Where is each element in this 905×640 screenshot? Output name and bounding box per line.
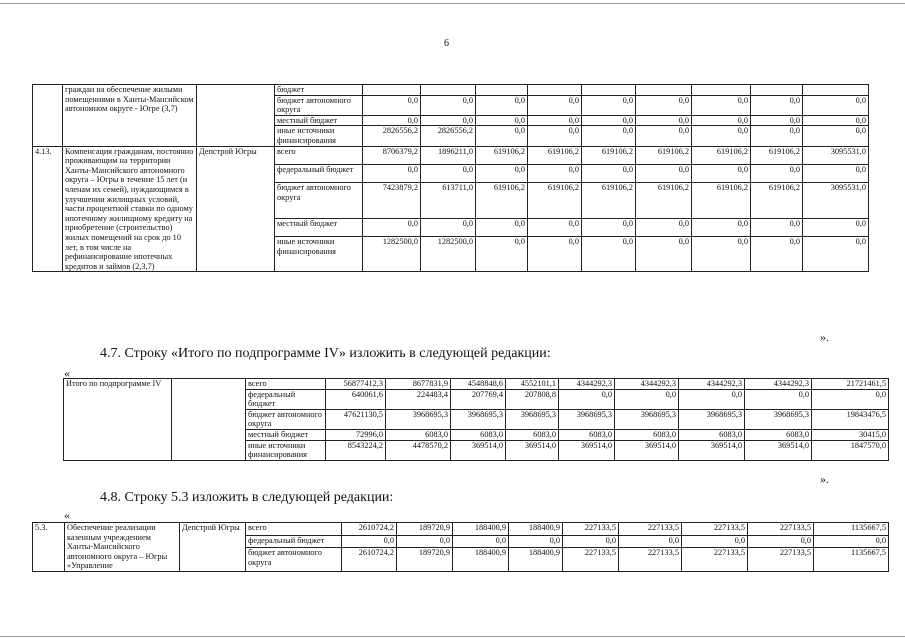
amount-cell: 619106,2 [528, 146, 582, 164]
amount-cell: 0,0 [636, 218, 692, 236]
row-executor: Депстрой Югры [180, 523, 246, 572]
funding-source: бюджет автономного округа [275, 183, 363, 218]
funding-source: всего [246, 523, 342, 536]
amount-cell: 189720,9 [397, 548, 453, 572]
amount-cell: 47621130,5 [326, 409, 386, 429]
amount-cell: 0,0 [582, 237, 636, 272]
amount-cell: 619106,2 [582, 183, 636, 218]
amount-cell: 619106,2 [636, 146, 692, 164]
amount-cell [636, 85, 692, 96]
amount-cell: 188400,9 [453, 548, 509, 572]
amount-cell: 1896211,0 [421, 146, 476, 164]
amount-cell: 0,0 [476, 218, 528, 236]
amount-cell: 0,0 [692, 165, 751, 183]
amount-cell: 3095531,0 [803, 146, 869, 164]
funding-source: местный бюджет [246, 429, 326, 440]
amount-cell [692, 85, 751, 96]
funding-source: иные источники финансирования [275, 237, 363, 272]
amount-cell: 0,0 [582, 115, 636, 126]
amount-cell: 619106,2 [692, 146, 751, 164]
funding-source: бюджет [275, 85, 363, 96]
amount-cell: 227133,5 [682, 523, 748, 536]
closing-quote-2: ». [820, 472, 829, 486]
row-number [33, 85, 63, 147]
table-row [33, 146, 869, 164]
amount-cell: 0,0 [342, 535, 397, 548]
amount-cell: 2610724,2 [342, 548, 397, 572]
amount-cell: 227133,5 [619, 523, 682, 536]
amount-cell: 6083,0 [506, 429, 559, 440]
opening-quote-3: « [64, 508, 70, 522]
amount-cell [363, 85, 421, 96]
funding-source: местный бюджет [275, 218, 363, 236]
amount-cell: 619106,2 [692, 183, 751, 218]
amount-cell: 613711,0 [421, 183, 476, 218]
amount-cell: 0,0 [803, 237, 869, 272]
amount-cell: 0,0 [528, 218, 582, 236]
amount-cell: 0,0 [476, 165, 528, 183]
amount-cell: 4552101,1 [506, 379, 559, 390]
amount-cell: 0,0 [636, 115, 692, 126]
amount-cell: 0,0 [528, 95, 582, 115]
amount-cell: 2826556,2 [421, 126, 476, 146]
amount-cell: 619106,2 [636, 183, 692, 218]
amount-cell: 0,0 [582, 126, 636, 146]
funding-source: иные источники финансирования [275, 126, 363, 146]
amount-cell: 1282500,0 [363, 237, 421, 272]
amount-cell: 0,0 [363, 95, 421, 115]
amount-cell: 619106,2 [476, 146, 528, 164]
amount-cell: 3968695,3 [559, 409, 615, 429]
amount-cell: 227133,5 [748, 523, 814, 536]
amount-cell: 619106,2 [476, 183, 528, 218]
table-row [33, 523, 889, 536]
amount-cell: 1135667,5 [814, 548, 889, 572]
amount-cell: 3968695,3 [679, 409, 745, 429]
amount-cell: 21721461,5 [812, 379, 889, 390]
amount-cell: 30415,0 [812, 429, 889, 440]
amount-cell: 0,0 [615, 389, 679, 409]
amount-cell: 0,0 [692, 237, 751, 272]
scan-edge-bottom [0, 636, 905, 637]
amount-cell: 0,0 [692, 115, 751, 126]
amount-cell: 0,0 [619, 535, 682, 548]
row-number: 5.3. [33, 523, 65, 572]
amount-cell: 369514,0 [679, 440, 745, 460]
amount-cell: 0,0 [363, 115, 421, 126]
amount-cell: 369514,0 [451, 440, 506, 460]
amount-cell: 7423879,2 [363, 183, 421, 218]
funding-source: местный бюджет [275, 115, 363, 126]
amount-cell: 0,0 [397, 535, 453, 548]
amount-cell: 0,0 [509, 535, 563, 548]
amount-cell: 0,0 [582, 218, 636, 236]
amount-cell: 0,0 [803, 95, 869, 115]
amount-cell [528, 85, 582, 96]
amount-cell: 0,0 [528, 237, 582, 272]
amount-cell: 369514,0 [615, 440, 679, 460]
amount-cell: 6083,0 [615, 429, 679, 440]
amount-cell: 0,0 [363, 165, 421, 183]
amount-cell: 0,0 [636, 165, 692, 183]
amount-cell: 6083,0 [679, 429, 745, 440]
row-executor: Депстрой Югры [197, 146, 275, 272]
amount-cell: 3968695,3 [451, 409, 506, 429]
funding-source: федеральный бюджет [275, 165, 363, 183]
amount-cell: 2610724,2 [342, 523, 397, 536]
amount-cell: 188400,9 [453, 523, 509, 536]
amount-cell: 619106,2 [528, 183, 582, 218]
amount-cell: 0,0 [682, 535, 748, 548]
amount-cell: 0,0 [636, 237, 692, 272]
amount-cell: 4548848,6 [451, 379, 506, 390]
amount-cell: 0,0 [476, 115, 528, 126]
amount-cell [803, 85, 869, 96]
amount-cell: 3968695,3 [386, 409, 451, 429]
amount-cell: 0,0 [563, 535, 619, 548]
amount-cell: 619106,2 [751, 146, 803, 164]
amount-cell: 0,0 [751, 126, 803, 146]
amount-cell: 3095531,0 [803, 183, 869, 218]
row-executor [172, 379, 246, 461]
amount-cell: 6083,0 [559, 429, 615, 440]
funding-source: бюджет автономного округа [246, 409, 326, 429]
top-table [32, 84, 869, 272]
amount-cell: 0,0 [476, 237, 528, 272]
amount-cell: 1847570,0 [812, 440, 889, 460]
amount-cell: 0,0 [751, 115, 803, 126]
amount-cell: 207769,4 [451, 389, 506, 409]
amount-cell: 0,0 [528, 126, 582, 146]
amount-cell: 0,0 [421, 95, 476, 115]
amount-cell: 0,0 [751, 218, 803, 236]
amount-cell: 0,0 [476, 126, 528, 146]
amount-cell: 0,0 [421, 218, 476, 236]
amount-cell: 3968695,3 [745, 409, 812, 429]
amount-cell: 0,0 [803, 165, 869, 183]
amount-cell: 227133,5 [748, 548, 814, 572]
amount-cell: 0,0 [751, 165, 803, 183]
amount-cell: 369514,0 [559, 440, 615, 460]
amount-cell: 1282500,0 [421, 237, 476, 272]
section-4-7-heading: 4.7. Строку «Итого по подпрограмме IV» изложить в следующей редакции: [100, 346, 551, 361]
funding-source: всего [275, 146, 363, 164]
amount-cell: 0,0 [421, 165, 476, 183]
table-row [64, 379, 889, 390]
amount-cell: 640061,6 [326, 389, 386, 409]
amount-cell: 4344292,3 [615, 379, 679, 390]
amount-cell: 6083,0 [745, 429, 812, 440]
amount-cell: 227133,5 [682, 548, 748, 572]
amount-cell [751, 85, 803, 96]
funding-source: всего [246, 379, 326, 390]
amount-cell: 224483,4 [386, 389, 451, 409]
amount-cell: 0,0 [692, 126, 751, 146]
row-description: граждан на обеспечение жилыми помещениями в Ханты-Мансийском автономном округе - Югре (3,7) [63, 85, 197, 147]
scan-edge-top [0, 3, 905, 4]
amount-cell: 369514,0 [745, 440, 812, 460]
amount-cell: 0,0 [748, 535, 814, 548]
amount-cell: 0,0 [476, 95, 528, 115]
amount-cell: 72996,0 [326, 429, 386, 440]
amount-cell: 6083,0 [451, 429, 506, 440]
amount-cell: 0,0 [582, 95, 636, 115]
amount-cell: 227133,5 [563, 548, 619, 572]
row-description: Обеспечение реализации казенным учреждением Ханты-Мансийского автономного округа – Югры «Управление [65, 523, 180, 572]
amount-cell: 6083,0 [386, 429, 451, 440]
amount-cell: 0,0 [582, 165, 636, 183]
funding-source: иные источники финансирования [246, 440, 326, 460]
amount-cell: 4344292,3 [679, 379, 745, 390]
amount-cell: 2826556,2 [363, 126, 421, 146]
row-executor [197, 85, 275, 147]
amount-cell: 0,0 [751, 95, 803, 115]
funding-source: федеральный бюджет [246, 389, 326, 409]
amount-cell: 56877412,3 [326, 379, 386, 390]
amount-cell: 189720,9 [397, 523, 453, 536]
amount-cell: 369514,0 [506, 440, 559, 460]
amount-cell: 3968695,3 [615, 409, 679, 429]
amount-cell: 4344292,3 [745, 379, 812, 390]
amount-cell: 0,0 [559, 389, 615, 409]
section-4-8-heading: 4.8. Строку 5.3 изложить в следующей редакции: [100, 490, 394, 505]
amount-cell: 0,0 [528, 115, 582, 126]
amount-cell: 227133,5 [619, 548, 682, 572]
amount-cell: 619106,2 [751, 183, 803, 218]
amount-cell [421, 85, 476, 96]
amount-cell: 0,0 [421, 115, 476, 126]
amount-cell: 188400,9 [509, 523, 563, 536]
amount-cell: 8543224,2 [326, 440, 386, 460]
row-number: 4.13. [33, 146, 63, 272]
amount-cell: 207808,8 [506, 389, 559, 409]
amount-cell: 4344292,3 [559, 379, 615, 390]
amount-cell: 0,0 [363, 218, 421, 236]
amount-cell: 19843476,5 [812, 409, 889, 429]
closing-quote-1: ». [820, 330, 829, 344]
row-5-3-table [32, 522, 889, 572]
amount-cell: 0,0 [803, 218, 869, 236]
amount-cell: 8677831,9 [386, 379, 451, 390]
total-table [63, 378, 889, 461]
amount-cell: 0,0 [814, 535, 889, 548]
funding-source: федеральный бюджет [246, 535, 342, 548]
amount-cell: 227133,5 [563, 523, 619, 536]
amount-cell [476, 85, 528, 96]
amount-cell: 4478570,2 [386, 440, 451, 460]
amount-cell [582, 85, 636, 96]
amount-cell: 188400,9 [509, 548, 563, 572]
amount-cell: 0,0 [453, 535, 509, 548]
funding-source: бюджет автономного округа [246, 548, 342, 572]
amount-cell: 0,0 [528, 165, 582, 183]
amount-cell: 0,0 [803, 126, 869, 146]
amount-cell: 0,0 [679, 389, 745, 409]
table-row [33, 85, 869, 96]
amount-cell: 0,0 [636, 95, 692, 115]
amount-cell: 0,0 [803, 115, 869, 126]
amount-cell: 0,0 [692, 95, 751, 115]
amount-cell: 619106,2 [582, 146, 636, 164]
page-number: 6 [444, 38, 449, 49]
amount-cell: 3968695,3 [506, 409, 559, 429]
funding-source: бюджет автономного округа [275, 95, 363, 115]
amount-cell: 1135667,5 [814, 523, 889, 536]
row-description: Итого по подпрограмме IV [64, 379, 172, 461]
amount-cell: 0,0 [636, 126, 692, 146]
row-description: Компенсация гражданам, постоянно проживающим на территории Ханты-Мансийского автономного округа – Югры в течение 15 лет (и членам их семей), нуждающимся в улучшении жилищных условий, части процентной ставки по одному ипотечному жилищному кредиту на приобретение (строительство) жилых помещений на срок до 10 лет, в том числе на рефинансирование ипотечных кредитов и займов (2,3,7) [63, 146, 197, 272]
amount-cell: 0,0 [812, 389, 889, 409]
amount-cell: 0,0 [692, 218, 751, 236]
amount-cell: 0,0 [745, 389, 812, 409]
opening-quote-2: « [64, 366, 70, 380]
amount-cell: 8706379,2 [363, 146, 421, 164]
amount-cell: 0,0 [751, 237, 803, 272]
